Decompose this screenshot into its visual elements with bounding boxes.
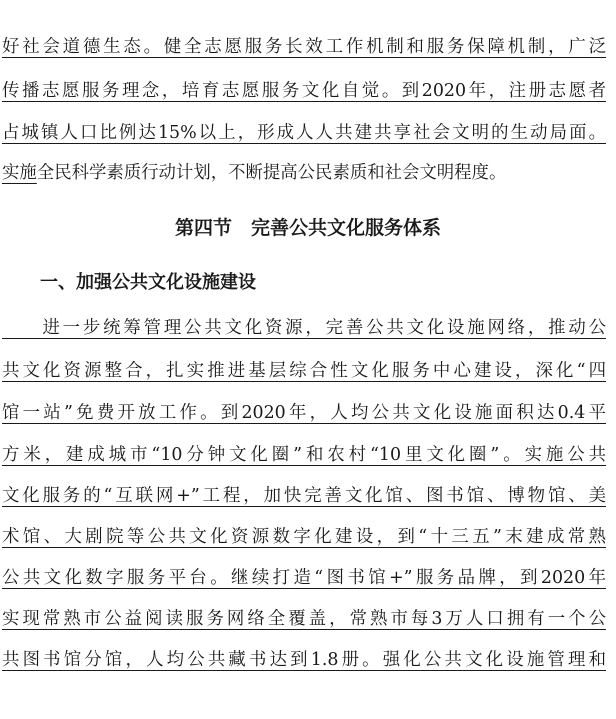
line-text: 占城镇人口比例达15%以上，形成人人共建共享社会文明的生动局面。 xyxy=(2,123,606,143)
line-text: 术馆、大剧院等公共文化资源数字化建设，到“十三五”末建成常熟 xyxy=(2,527,606,547)
underlined-text: 实施 xyxy=(2,163,37,183)
paragraph-line xyxy=(2,522,606,552)
line-text: 公共文化数字服务平台。继续打造“图书馆+”服务品牌，到2020年 xyxy=(2,568,606,588)
paragraph-line xyxy=(2,118,606,148)
line-text: 文化服务的“互联网+”工程，加快完善文化馆、图书馆、博物馆、美 xyxy=(2,486,606,506)
line-text: 馆一站”免费开放工作。到2020年，人均公共文化设施面积达0.4平 xyxy=(2,403,606,423)
paragraph-line xyxy=(2,481,606,511)
paragraph-line xyxy=(2,76,606,106)
subsection-title: 一、加强公共文化设施建设 xyxy=(40,272,256,293)
line-text: 方米，建成城市“10分钟文化圈”和农村“10里文化圈”。实施公共 xyxy=(2,445,606,465)
line-text: 共文化资源整合，扎实推进基层综合性文化服务中心建设，深化“四 xyxy=(2,361,606,381)
line-text: 共图书馆分馆，人均公共藏书达到1.8册。强化公共文化设施管理和 xyxy=(2,650,606,670)
paragraph-line xyxy=(2,604,606,634)
line-text: 好社会道德生态。健全志愿服务长效工作机制和服务保障机制，广泛 xyxy=(2,37,606,57)
line-text: 实现常熟市公益阅读服务网络全覆盖，常熟市每3万人口拥有一个公 xyxy=(2,609,606,629)
paragraph-line xyxy=(2,645,606,675)
section-title: 第四节 完善公共文化服务体系 xyxy=(174,217,441,239)
paragraph-line xyxy=(2,563,606,593)
line-text: 全民科学素质行动计划，不断提高公民素质和社会文明程度。 xyxy=(36,163,507,183)
paragraph-line xyxy=(2,313,606,343)
line-text: 进一步统筹管理公共文化资源，完善公共文化设施网络，推动公 xyxy=(2,318,606,338)
paragraph-line xyxy=(2,398,606,428)
paragraph-line xyxy=(2,440,606,470)
paragraph-line xyxy=(2,32,606,62)
line-text: 传播志愿服务理念，培育志愿服务文化自觉。到2020年，注册志愿者 xyxy=(2,81,606,101)
paragraph-line xyxy=(2,158,606,188)
paragraph-line xyxy=(2,356,606,386)
